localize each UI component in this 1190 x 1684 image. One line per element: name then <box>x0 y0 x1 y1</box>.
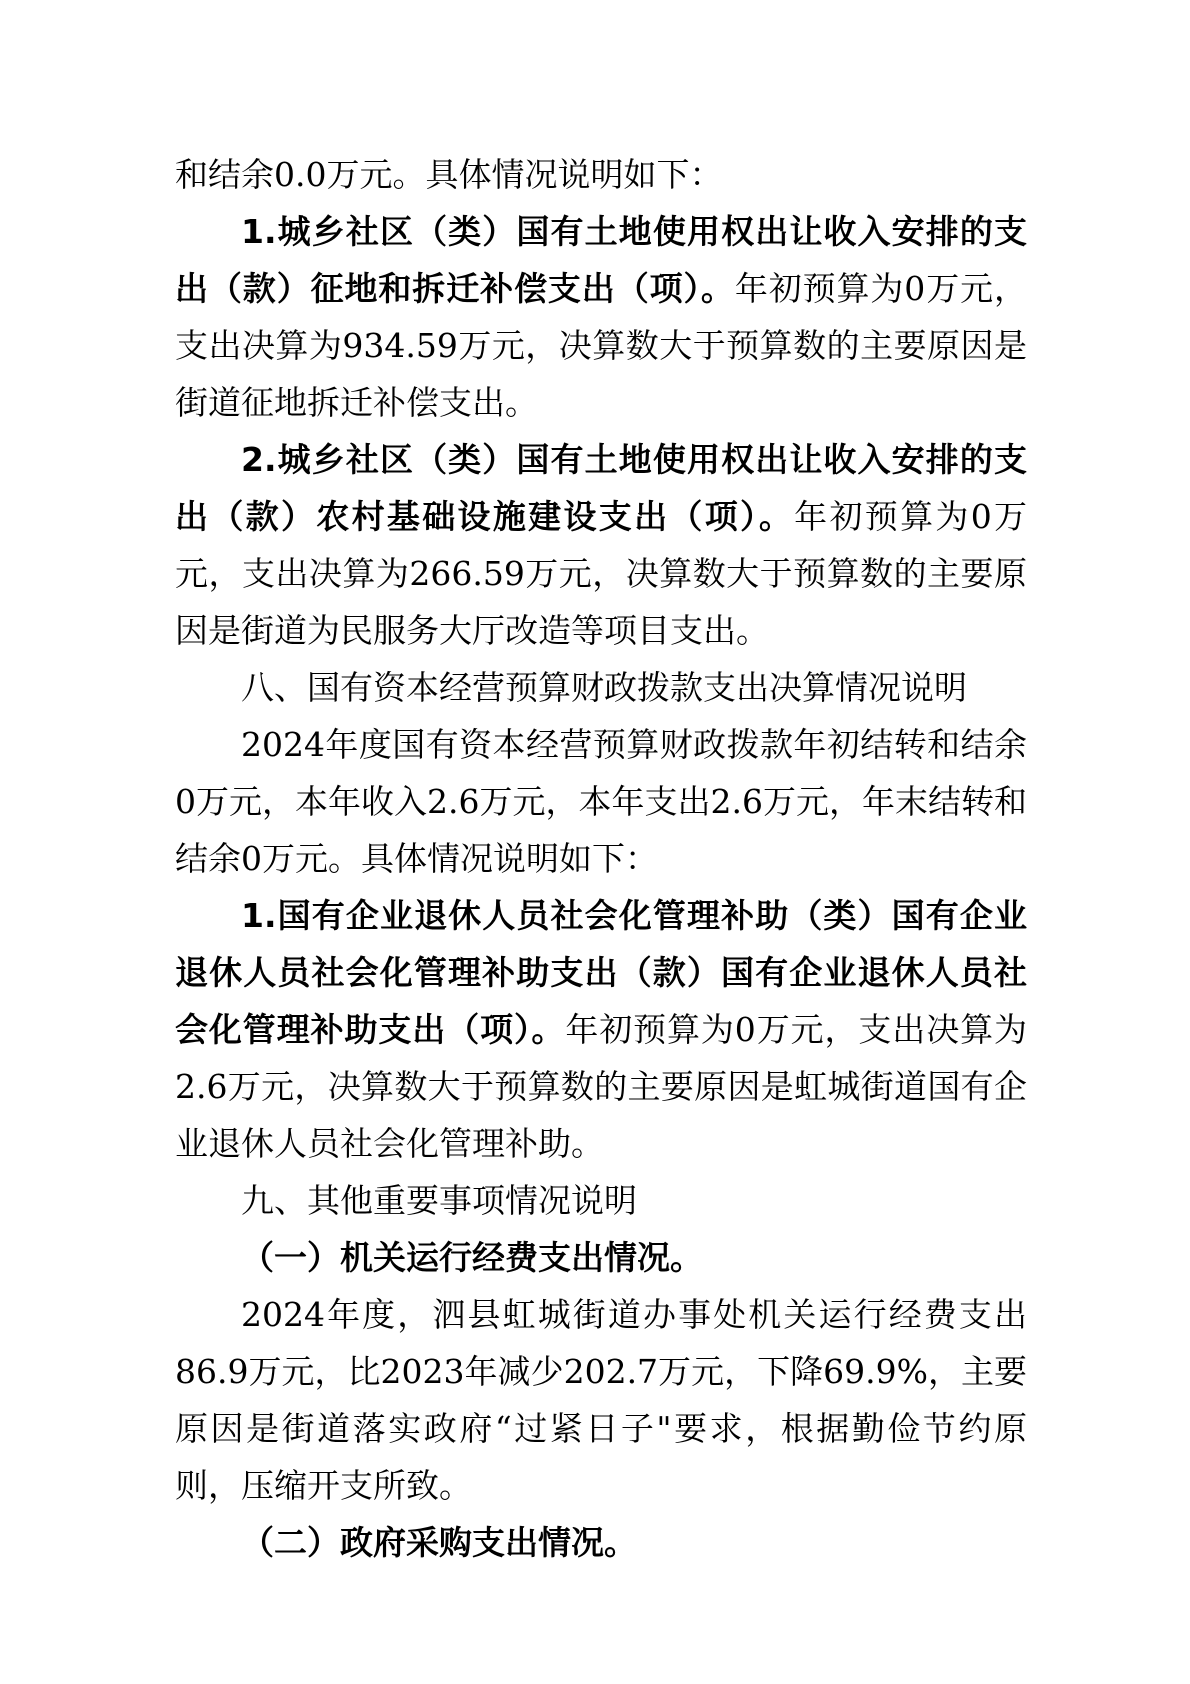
document-body <box>175 146 1027 1571</box>
item-land-compensation <box>175 203 1027 431</box>
item-heading: 1.国有企业退休人员社会化管理补助（类）国有企业退休人员社会化管理补助支出（款）国有企业退休人员社会化管理补助支出（项）。 <box>175 896 1027 1049</box>
paragraph-continuation: 和结余0.0万元。具体情况说明如下： <box>175 155 723 194</box>
item-heading: 2.城乡社区（类）国有土地使用权出让收入安排的支出（款）农村基础设施建设支出（项）。 <box>175 440 1027 536</box>
item-body: 年初预算为0万元，支出决算为934.59万元，决算数大于预算数的主要原因是街道征地拆迁补偿支出。 <box>175 269 1028 422</box>
item-body: 年初预算为0万元，支出决算为266.59万元，决算数大于预算数的主要原因是街道为民服务大厅改造等项目支出。 <box>175 497 1027 650</box>
paragraph-operating-expenses: 2024年度，泗县虹城街道办事处机关运行经费支出86.9万元，比2023年减少202.7万元，下降69.9%，主要原因是街道落实政府“过紧日子"要求，根据勤俭节约原则，压缩开支所致。 <box>175 1295 1027 1505</box>
item-heading: 1.城乡社区（类）国有土地使用权出让收入安排的支出（款）征地和拆迁补偿支出（项）。 <box>175 212 1027 308</box>
item-rural-infrastructure <box>175 431 1027 659</box>
item-body: 年初预算为0万元，支出决算为2.6万元，决算数大于预算数的主要原因是虹城街道国有企业退休人员社会化管理补助。 <box>175 1010 1028 1163</box>
section-heading-9: 九、其他重要事项情况说明 <box>241 1181 637 1220</box>
paragraph-state-capital: 2024年度国有资本经营预算财政拨款年初结转和结余0万元，本年收入2.6万元，本年支出2.6万元，年末结转和结余0万元。具体情况说明如下： <box>175 725 1027 878</box>
item-retiree-subsidy <box>175 887 1027 1172</box>
subsection-heading-1: （一）机关运行经费支出情况。 <box>241 1238 703 1277</box>
subsection-heading-2: （二）政府采购支出情况。 <box>241 1523 637 1562</box>
section-heading-8: 八、国有资本经营预算财政拨款支出决算情况说明 <box>241 668 967 707</box>
